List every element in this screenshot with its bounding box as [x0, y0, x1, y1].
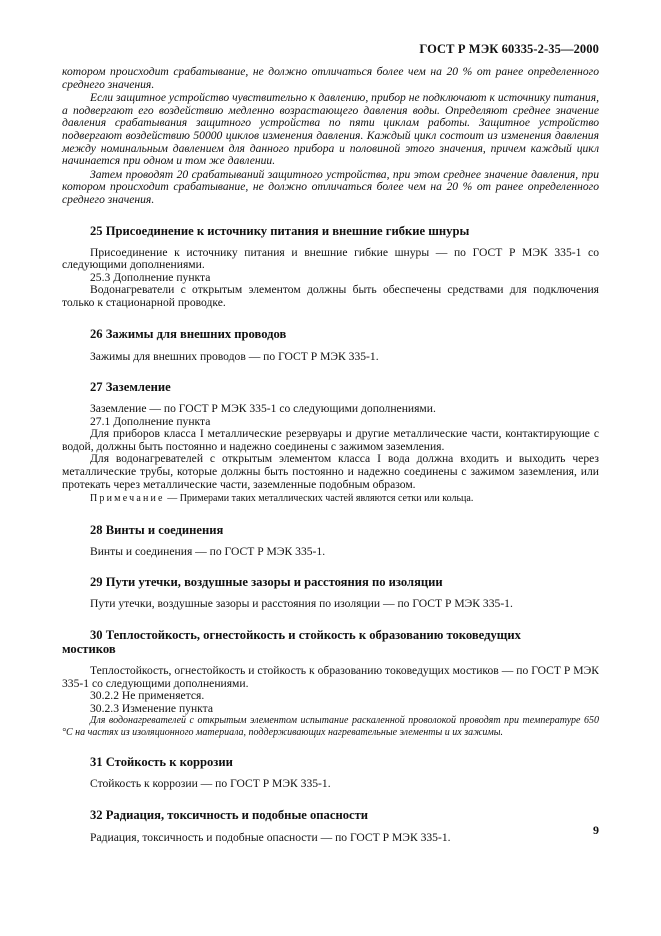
page-number: 9	[593, 823, 599, 837]
section-32-paragraph-1: Радиация, токсичность и подобные опасности — по ГОСТ Р МЭК 335-1.	[90, 831, 451, 844]
section-31-heading: 31 Стойкость к коррозии	[90, 755, 233, 770]
section-26-heading: 26 Зажимы для внешних проводов	[90, 326, 287, 341]
section-32-heading: 32 Радиация, токсичность и подобные опасности	[90, 808, 369, 822]
section-25-paragraph-2: Водонагреватели с открытым элементом должны быть обеспечены средствами для подключения только к стационарной проводке.	[62, 283, 599, 309]
intro-paragraph-3: Затем проводят 20 срабатываний защитного устройства, при этом среднее значение давления, при котором происходит срабатывание, не должно отличаться более чем на 20 % от ранее определенного среднего значения.	[62, 167, 599, 206]
intro-paragraph-1: котором происходит срабатывание, не должно отличаться более чем на 20 % от ранее определенного среднего значения.	[62, 65, 599, 91]
section-30-heading	[62, 628, 599, 642]
section-27-paragraph-1: Заземление — по ГОСТ Р МЭК 335-1 со следующими дополнениями.	[90, 402, 436, 416]
section-30-subclause-2: 30.2.3 Изменение пункта	[90, 701, 213, 715]
section-27-subclause: 27.1 Дополнение пункта	[90, 414, 211, 428]
note-label: Примечание	[90, 493, 165, 505]
section-28-heading: 28 Винты и соединения	[90, 522, 224, 537]
note-text: — Примерами таких металлических частей являются сетки или кольца.	[164, 493, 474, 505]
section-30-heading-line-1: 30 Теплостойкость, огнестойкость и стойкость к образованию токоведущих	[90, 628, 521, 643]
section-31-paragraph-1: Стойкость к коррозии — по ГОСТ Р МЭК 335-1.	[90, 777, 331, 791]
section-26-paragraph-1: Зажимы для внешних проводов — по ГОСТ Р МЭК 335-1.	[90, 349, 379, 363]
standard-header: ГОСТ Р МЭК 60335-2-35—2000	[419, 42, 599, 56]
section-25-heading: 25 Присоединение к источнику питания и внешние гибкие шнуры	[90, 223, 470, 238]
section-30-paragraph-2: Для водонагревателей с открытым элементом испытание раскаленной проволокой проводят при температуре 650 °С на частях из изоляционного материала, поддерживающих нагревательные элементы и их зажимы.	[62, 715, 599, 738]
section-30-subclause-1: 30.2.2 Не применяется.	[90, 689, 205, 703]
section-29-paragraph-1: Пути утечки, воздушные зазоры и расстояния по изоляции — по ГОСТ Р МЭК 335-1.	[90, 597, 513, 611]
section-27-heading: 27 Заземление	[90, 380, 171, 395]
section-30-heading-line-2: мостиков	[62, 642, 116, 657]
section-29-heading: 29 Пути утечки, воздушные зазоры и расстояния по изоляции	[90, 575, 443, 590]
page-content	[62, 66, 599, 845]
section-25-subclause: 25.3 Дополнение пункта	[90, 270, 211, 284]
section-30-paragraph-1: Теплостойкость, огнестойкость и стойкость к образованию токоведущих мостиков — по ГОСТ Р МЭК 335-1 со следующими дополнениями.	[62, 664, 599, 690]
section-27-paragraph-2: Для приборов класса I металлические резервуары и другие металлические части, контактирующие с водой, должны быть постоянно и надежно соединены с зажимом заземления.	[62, 427, 599, 453]
section-25-paragraph-1: Присоединение к источнику питания и внешние гибкие шнуры — по ГОСТ Р МЭК 335-1 со следующими дополнениями.	[62, 245, 599, 272]
section-28-paragraph-1: Винты и соединения — по ГОСТ Р МЭК 335-1.	[90, 544, 326, 558]
section-27-note	[62, 493, 599, 506]
section-27-paragraph-3: Для водонагревателей с открытым элементом класса I вода должна входить и выходить через металлические трубы, которые должны быть постоянно и надежно соединены с зажимом заземления, или протекать через металлические части, заземленные подобным образом.	[62, 452, 599, 491]
intro-paragraph-2: Если защитное устройство чувствительно к давлению, прибор не подключают к источнику питания, а подвергают его воздействию медленно возрастающего давления воды. Определяют среднее значение давления срабатывания защитного устройства по пяти циклам работы. Защитное устройство подвергают воздействию 50000 циклов изменения давления. Каждый цикл состоит из изменения давления между номинальным давлением для данного прибора и половиной этого значения, причем каждый цикл начинается при одном и том же давлении.	[62, 91, 599, 168]
